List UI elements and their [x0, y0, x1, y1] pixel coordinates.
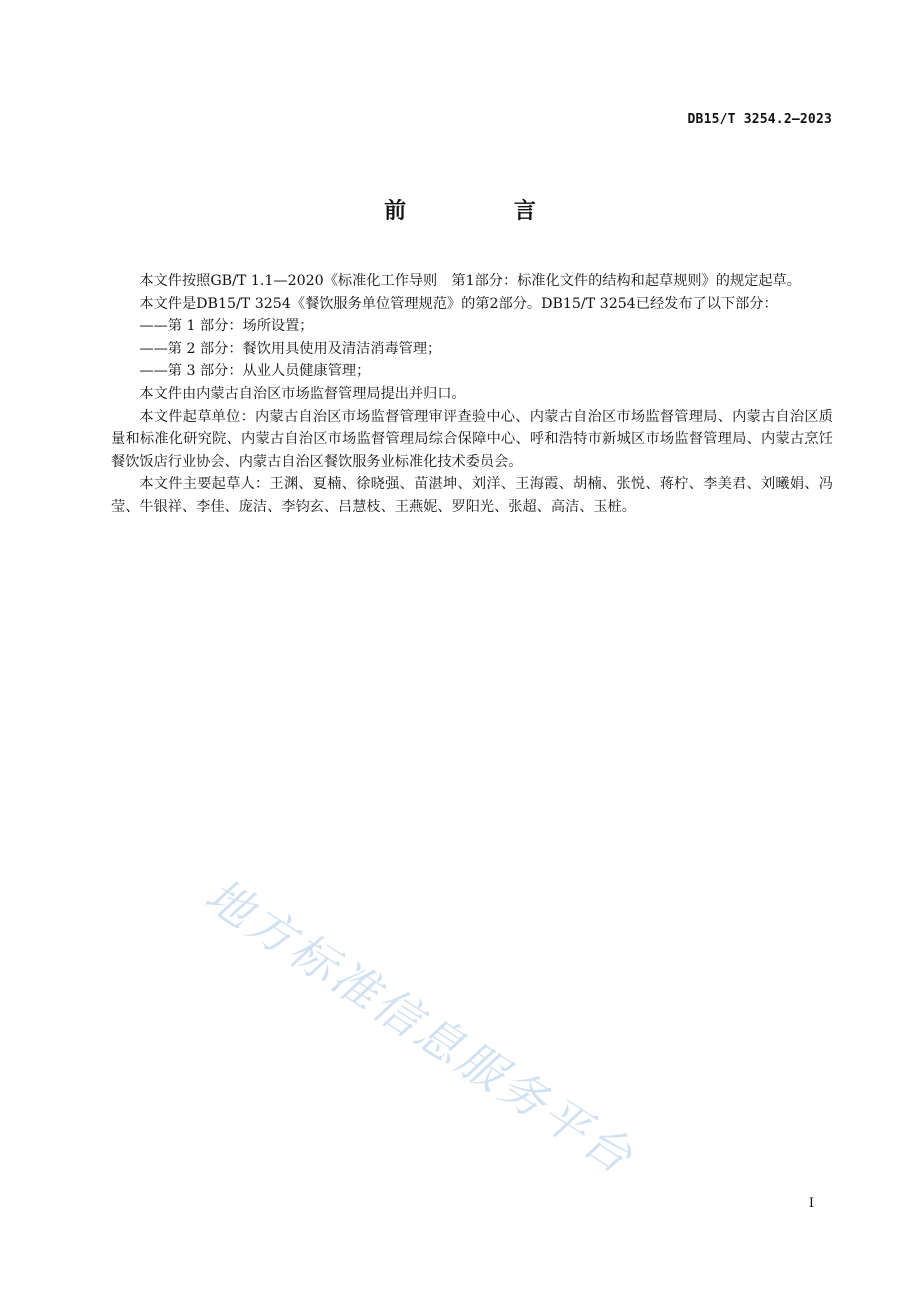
paragraph-drafting-rules: 本文件按照GB/T 1.1—2020《标准化工作导则 第1部分：标准化文件的结构和起草规则》的规定起草。: [139, 273, 801, 289]
paragraph-part-info: 本文件是DB15/T 3254《餐饮服务单位管理规范》的第2部分。DB15/T 3254已经发布了以下部分：: [139, 295, 778, 312]
standard-number: DB15/T 3254.2—2023: [687, 112, 832, 127]
foreword-body: [111, 270, 833, 519]
paragraph-drafting-units: 本文件起草单位：内蒙古自治区市场监督管理审评查验中心、内蒙古自治区市场监督管理局、内蒙古自治区质量和标准化研究院、内蒙古自治区市场监督管理局综合保障中心、呼和浩特市新城区市场监督管理局、内蒙古烹饪餐饮饭店行业协会、内蒙古自治区餐饮服务业标准化技术委员会。: [111, 408, 833, 470]
list-item-part-1: ——第 1 部分：场所设置；: [139, 318, 314, 335]
section-title: 前 言: [384, 199, 586, 224]
watermark-text: 地方标准信息服务平台: [195, 867, 645, 1186]
list-item-part-2: ——第 2 部分：餐饮用具使用及清洁消毒管理；: [139, 340, 442, 357]
list-item-part-3: ——第 3 部分：从业人员健康管理；: [139, 363, 371, 380]
paragraph-drafters: 本文件主要起草人：王渊、夏楠、徐晓强、苗湛坤、刘洋、王海霞、胡楠、张悦、蒋柠、李美君、刘曦娟、冯莹、牛银祥、李佳、庞洁、李钧玄、吕慧枝、王燕妮、罗阳光、张超、高洁、玉桩。: [111, 476, 833, 515]
paragraph-proposer: 本文件由内蒙古自治区市场监督管理局提出并归口。: [139, 385, 466, 402]
page-number: I: [808, 1196, 814, 1211]
